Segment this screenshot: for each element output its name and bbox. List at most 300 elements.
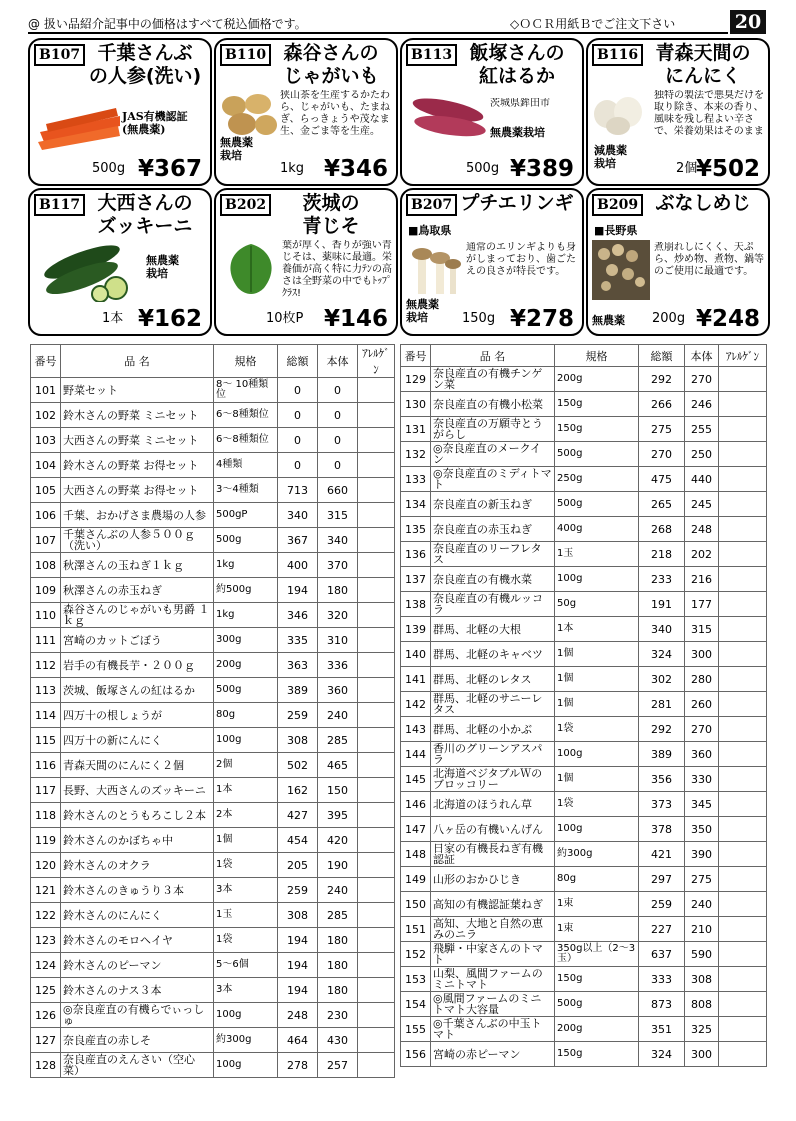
item-number: 116 — [31, 753, 61, 778]
item-name: 群馬、北軽のサニーレタス — [431, 692, 555, 717]
table-row — [401, 667, 767, 692]
table-row — [401, 792, 767, 817]
item-base: 0 — [318, 453, 358, 478]
item-spec: 1個 — [214, 828, 278, 853]
item-name: 鈴木さんのきゅうり３本 — [61, 878, 214, 903]
item-total: 227 — [639, 917, 685, 942]
item-number: 126 — [31, 1003, 61, 1028]
item-number: 124 — [31, 953, 61, 978]
item-base: 180 — [318, 953, 358, 978]
item-spec: 1束 — [555, 917, 639, 942]
product-card-b209 — [586, 188, 770, 336]
product-size: 500g — [466, 161, 500, 176]
item-base: 336 — [318, 653, 358, 678]
table-row — [401, 567, 767, 592]
item-total: 324 — [639, 642, 685, 667]
item-allergen — [719, 567, 767, 592]
item-allergen — [358, 628, 395, 653]
table-row — [31, 1053, 395, 1078]
table-row — [31, 853, 395, 878]
item-name: 奈良産直の有機水菜 — [431, 567, 555, 592]
product-code: B207 — [406, 194, 457, 216]
product-title: 青森天間の にんにく — [655, 42, 751, 87]
item-base: 660 — [318, 478, 358, 503]
item-allergen — [719, 542, 767, 567]
item-total: 292 — [639, 717, 685, 742]
product-card-b107 — [28, 38, 212, 186]
table-row — [401, 442, 767, 467]
product-card-b117 — [28, 188, 212, 336]
item-name: 千葉さんぶの人参５００ｇ（洗い） — [61, 528, 214, 553]
item-number: 122 — [31, 903, 61, 928]
item-spec: 100g — [555, 742, 639, 767]
item-base: 285 — [318, 903, 358, 928]
item-total: 191 — [639, 592, 685, 617]
item-name: 森谷さんのじゃがいも男爵 １ｋｇ — [61, 603, 214, 628]
item-name: 大西さんの野菜 ミニセット — [61, 428, 214, 453]
item-base: 255 — [685, 417, 719, 442]
item-base: 240 — [685, 892, 719, 917]
item-name: ◎千葉さんぶの中玉トマト — [431, 1017, 555, 1042]
item-base: 275 — [685, 867, 719, 892]
item-number: 113 — [31, 678, 61, 703]
item-name: 鈴木さんの野菜 お得セット — [61, 453, 214, 478]
item-name: 日家の有機長ねぎ有機認証 — [431, 842, 555, 867]
item-total: 389 — [278, 678, 318, 703]
product-description: 狭山茶を生産するかたわら、じゃがいも、たまねぎ、らっきょうや茂なま生、金ごま等を生産。 — [280, 90, 390, 137]
item-total: 502 — [278, 753, 318, 778]
item-spec: 500g — [214, 528, 278, 553]
item-number: 109 — [31, 578, 61, 603]
table-row — [401, 917, 767, 942]
product-title: 大西さんの ズッキーニ — [97, 192, 193, 237]
item-total: 378 — [639, 817, 685, 842]
item-name: 群馬、北軽のレタス — [431, 667, 555, 692]
column-header-item-allergen: ｱﾚﾙｹﾞﾝ — [358, 345, 395, 378]
item-base: 216 — [685, 567, 719, 592]
item-total: 475 — [639, 467, 685, 492]
item-name: 四万十の新にんにく — [61, 728, 214, 753]
item-allergen — [719, 842, 767, 867]
item-allergen — [719, 467, 767, 492]
table-row — [401, 467, 767, 492]
item-spec: 200g — [555, 367, 639, 392]
item-name: 鈴木さんのオクラ — [61, 853, 214, 878]
item-name: 秋澤さんの玉ねぎ１ｋｇ — [61, 553, 214, 578]
table-row — [31, 878, 395, 903]
table-row — [401, 767, 767, 792]
table-row — [401, 842, 767, 867]
item-name: 奈良産直の新玉ねぎ — [431, 492, 555, 517]
product-table-right — [400, 344, 767, 1067]
item-allergen — [719, 1042, 767, 1067]
eringi-image — [408, 240, 462, 298]
item-total: 351 — [639, 1017, 685, 1042]
item-total: 0 — [278, 428, 318, 453]
item-name: 宮崎の赤ピーマン — [431, 1042, 555, 1067]
product-size: 200g — [652, 311, 686, 326]
item-name: ◎奈良産直のミディトマト — [431, 467, 555, 492]
table-row — [31, 628, 395, 653]
item-name: 北海道ベジタブルＷのブロッコリー — [431, 767, 555, 792]
item-total: 265 — [639, 492, 685, 517]
item-spec: 6～8種類位 — [214, 428, 278, 453]
item-spec: 6～8種類位 — [214, 403, 278, 428]
item-base: 430 — [318, 1028, 358, 1053]
item-base: 0 — [318, 403, 358, 428]
product-size: 10枚P — [266, 311, 304, 326]
item-base: 177 — [685, 592, 719, 617]
product-prefecture: ■長野県 — [594, 224, 638, 237]
item-allergen — [719, 1017, 767, 1042]
item-spec: 80g — [555, 867, 639, 892]
item-allergen — [719, 992, 767, 1017]
item-spec: 100g — [214, 728, 278, 753]
table-row — [401, 1042, 767, 1067]
item-number: 144 — [401, 742, 431, 767]
item-number: 146 — [401, 792, 431, 817]
item-number: 129 — [401, 367, 431, 392]
item-spec: 約300g — [214, 1028, 278, 1053]
item-base: 245 — [685, 492, 719, 517]
item-base: 590 — [685, 942, 719, 967]
item-base: 440 — [685, 467, 719, 492]
product-card-b202 — [214, 188, 398, 336]
item-spec: 1袋 — [555, 792, 639, 817]
column-header-item-name: 品 名 — [431, 345, 555, 367]
table-row — [401, 642, 767, 667]
reduced-pesticide-badge: 減農薬 栽培 — [594, 144, 627, 170]
product-size: 150g — [462, 311, 496, 326]
item-total: 400 — [278, 553, 318, 578]
item-number: 127 — [31, 1028, 61, 1053]
item-base: 270 — [685, 717, 719, 742]
item-name: 奈良産直の有機ルッコラ — [431, 592, 555, 617]
item-total: 464 — [278, 1028, 318, 1053]
product-size: 1kg — [280, 161, 305, 176]
product-price: ¥502 — [695, 156, 760, 182]
item-spec: 50g — [555, 592, 639, 617]
item-number: 143 — [401, 717, 431, 742]
item-spec: 1個 — [555, 767, 639, 792]
item-number: 147 — [401, 817, 431, 842]
item-base: 180 — [318, 928, 358, 953]
item-base: 180 — [318, 978, 358, 1003]
item-total: 346 — [278, 603, 318, 628]
item-allergen — [358, 978, 395, 1003]
item-allergen — [358, 453, 395, 478]
pesticide-free-badge: 無農薬 栽培 — [406, 298, 439, 324]
item-spec: 1袋 — [555, 717, 639, 742]
item-allergen — [719, 942, 767, 967]
item-spec: 1束 — [555, 892, 639, 917]
table-row — [31, 553, 395, 578]
item-number: 141 — [401, 667, 431, 692]
item-total: 194 — [278, 953, 318, 978]
item-number: 125 — [31, 978, 61, 1003]
item-base: 320 — [318, 603, 358, 628]
table-row — [31, 603, 395, 628]
item-name: 奈良産直のリーフレタス — [431, 542, 555, 567]
shimeji-image — [592, 240, 650, 300]
item-allergen — [358, 953, 395, 978]
item-name: 群馬、北軽の小かぶ — [431, 717, 555, 742]
item-name: 群馬、北軽の大根 — [431, 617, 555, 642]
item-spec: 1kg — [214, 603, 278, 628]
item-allergen — [358, 928, 395, 953]
item-base: 257 — [318, 1053, 358, 1078]
item-number: 153 — [401, 967, 431, 992]
product-cards — [28, 38, 768, 338]
item-allergen — [719, 817, 767, 842]
item-name: ◎風間ファームのミニトマト大容量 — [431, 992, 555, 1017]
item-spec: 1個 — [555, 667, 639, 692]
item-total: 302 — [639, 667, 685, 692]
item-spec: 150g — [555, 967, 639, 992]
item-number: 111 — [31, 628, 61, 653]
item-total: 266 — [639, 392, 685, 417]
item-allergen — [719, 642, 767, 667]
table-row — [31, 803, 395, 828]
product-description: 独特の製法で悪臭だけを取り除き、本来の香り、風味を残し程よい辛さで、栄養効果はそのまま — [654, 90, 764, 137]
table-row — [401, 367, 767, 392]
table-row — [31, 978, 395, 1003]
product-code: B110 — [220, 44, 271, 66]
item-base: 240 — [318, 878, 358, 903]
item-spec: 1個 — [555, 692, 639, 717]
item-total: 356 — [639, 767, 685, 792]
product-title: 千葉さんぶ の人参(洗い) — [88, 42, 202, 87]
item-allergen — [358, 378, 395, 403]
item-allergen — [719, 517, 767, 542]
item-allergen — [358, 903, 395, 928]
item-number: 150 — [401, 892, 431, 917]
item-spec: 5～6個 — [214, 953, 278, 978]
item-number: 148 — [401, 842, 431, 867]
item-allergen — [719, 492, 767, 517]
item-spec: 80g — [214, 703, 278, 728]
item-base: 390 — [685, 842, 719, 867]
item-total: 281 — [639, 692, 685, 717]
table-row — [31, 1003, 395, 1028]
item-number: 104 — [31, 453, 61, 478]
table-row — [31, 378, 395, 403]
item-number: 119 — [31, 828, 61, 853]
product-code: B202 — [220, 194, 271, 216]
item-name: 群馬、北軽のキャベツ — [431, 642, 555, 667]
item-number: 152 — [401, 942, 431, 967]
item-total: 637 — [639, 942, 685, 967]
item-base: 370 — [318, 553, 358, 578]
item-number: 115 — [31, 728, 61, 753]
item-spec: 1玉 — [214, 903, 278, 928]
table-row — [401, 942, 767, 967]
item-allergen — [719, 967, 767, 992]
product-price: ¥346 — [323, 156, 388, 182]
item-name: 鈴木さんのナス３本 — [61, 978, 214, 1003]
item-allergen — [358, 853, 395, 878]
item-base: 360 — [318, 678, 358, 703]
table-row — [401, 892, 767, 917]
column-header-item-number: 番号 — [401, 345, 431, 367]
table-row — [401, 517, 767, 542]
item-number: 130 — [401, 392, 431, 417]
table-row — [31, 778, 395, 803]
pesticide-free-badge: 無農薬 — [592, 314, 625, 327]
item-name: 奈良産直の有機小松菜 — [431, 392, 555, 417]
item-name: 奈良産直のえんさい（空心菜） — [61, 1053, 214, 1078]
item-spec: 100g — [214, 1053, 278, 1078]
column-header-item-spec: 規格 — [555, 345, 639, 367]
sweet-potato-image — [408, 94, 490, 142]
item-total: 275 — [639, 417, 685, 442]
product-price: ¥146 — [323, 306, 388, 332]
item-total: 248 — [278, 1003, 318, 1028]
item-spec: 4種類 — [214, 453, 278, 478]
page-header — [28, 10, 766, 36]
column-header-item-base: 本体 — [318, 345, 358, 378]
product-size: 1本 — [102, 311, 124, 326]
column-header-item-base: 本体 — [685, 345, 719, 367]
product-title: 茨城の 青じそ — [302, 192, 360, 237]
product-price: ¥389 — [509, 156, 574, 182]
item-spec: 1kg — [214, 553, 278, 578]
item-name: 秋澤さんの赤玉ねぎ — [61, 578, 214, 603]
item-total: 194 — [278, 578, 318, 603]
item-base: 0 — [318, 378, 358, 403]
item-name: ◎奈良産直の有機らでぃっしゅ — [61, 1003, 214, 1028]
item-allergen — [719, 917, 767, 942]
item-allergen — [719, 392, 767, 417]
table-row — [401, 542, 767, 567]
item-name: 鈴木さんのかぼちゃ中 — [61, 828, 214, 853]
product-card-b116 — [586, 38, 770, 186]
item-total: 205 — [278, 853, 318, 878]
table-header-row — [401, 345, 767, 367]
item-number: 105 — [31, 478, 61, 503]
item-number: 155 — [401, 1017, 431, 1042]
item-spec: 約300g — [555, 842, 639, 867]
item-name: 奈良産直の赤玉ねぎ — [431, 517, 555, 542]
product-price: ¥367 — [137, 156, 202, 182]
item-total: 194 — [278, 928, 318, 953]
item-number: 151 — [401, 917, 431, 942]
tax-note: @ 扱い品紹介記事中の価格はすべて税込価格です。 — [28, 17, 307, 31]
shiso-leaf-image — [220, 240, 282, 296]
item-total: 340 — [639, 617, 685, 642]
item-number: 132 — [401, 442, 431, 467]
product-title: 飯塚さんの 紅はるか — [469, 42, 565, 87]
table-row — [401, 992, 767, 1017]
item-base: 210 — [685, 917, 719, 942]
item-allergen — [358, 603, 395, 628]
column-header-item-total: 総額 — [639, 345, 685, 367]
table-row — [401, 717, 767, 742]
item-number: 154 — [401, 992, 431, 1017]
item-number: 156 — [401, 1042, 431, 1067]
item-allergen — [358, 753, 395, 778]
item-number: 140 — [401, 642, 431, 667]
item-number: 120 — [31, 853, 61, 878]
order-note: ◇ＯＣＲ用紙Ｂでご注文下さい — [510, 17, 676, 31]
column-header-item-name: 品 名 — [61, 345, 214, 378]
item-base: 190 — [318, 853, 358, 878]
item-spec: 2個 — [214, 753, 278, 778]
item-base: 350 — [685, 817, 719, 842]
pesticide-free-badge: 無農薬栽培 — [490, 126, 545, 139]
page-number: 20 — [730, 10, 766, 34]
item-name: 野菜セット — [61, 378, 214, 403]
item-allergen — [719, 717, 767, 742]
item-total: 233 — [639, 567, 685, 592]
item-number: 101 — [31, 378, 61, 403]
table-row — [31, 928, 395, 953]
product-title: プチエリンギ — [460, 192, 574, 214]
item-allergen — [719, 792, 767, 817]
item-name: 鈴木さんのにんにく — [61, 903, 214, 928]
item-allergen — [358, 1028, 395, 1053]
item-name: 高知の有機認証葉ねぎ — [431, 892, 555, 917]
item-total: 324 — [639, 1042, 685, 1067]
item-number: 149 — [401, 867, 431, 892]
product-table-left — [30, 344, 395, 1078]
item-number: 114 — [31, 703, 61, 728]
item-allergen — [358, 478, 395, 503]
item-total: 194 — [278, 978, 318, 1003]
item-spec: 300g — [214, 628, 278, 653]
item-total: 427 — [278, 803, 318, 828]
table-row — [31, 728, 395, 753]
item-base: 150 — [318, 778, 358, 803]
item-name: 大西さんの野菜 お得セット — [61, 478, 214, 503]
item-allergen — [358, 528, 395, 553]
product-price: ¥162 — [137, 306, 202, 332]
garlic-image — [592, 92, 650, 136]
item-total: 363 — [278, 653, 318, 678]
item-allergen — [719, 767, 767, 792]
item-name: 八ヶ岳の有機いんげん — [431, 817, 555, 842]
item-spec: 約500g — [214, 578, 278, 603]
item-number: 123 — [31, 928, 61, 953]
item-total: 873 — [639, 992, 685, 1017]
product-prefecture: ■鳥取県 — [408, 224, 452, 237]
item-name: 岩手の有機長芋・２００ｇ — [61, 653, 214, 678]
item-total: 333 — [639, 967, 685, 992]
item-total: 268 — [639, 517, 685, 542]
item-number: 134 — [401, 492, 431, 517]
carrot-image — [36, 102, 124, 152]
item-total: 278 — [278, 1053, 318, 1078]
product-size: 2個 — [676, 161, 698, 176]
pesticide-free-badge: 無農薬 栽培 — [220, 136, 253, 162]
item-number: 102 — [31, 403, 61, 428]
item-base: 280 — [685, 667, 719, 692]
item-base: 240 — [318, 703, 358, 728]
table-row — [31, 478, 395, 503]
item-spec: 100g — [555, 817, 639, 842]
item-allergen — [358, 578, 395, 603]
item-name: 鈴木さんのとうもろこし２本 — [61, 803, 214, 828]
item-total: 713 — [278, 478, 318, 503]
item-spec: 200g — [214, 653, 278, 678]
item-base: 248 — [685, 517, 719, 542]
item-allergen — [358, 403, 395, 428]
item-allergen — [358, 1003, 395, 1028]
item-base: 270 — [685, 367, 719, 392]
table-row — [31, 703, 395, 728]
item-base: 202 — [685, 542, 719, 567]
item-spec: 1袋 — [214, 928, 278, 953]
